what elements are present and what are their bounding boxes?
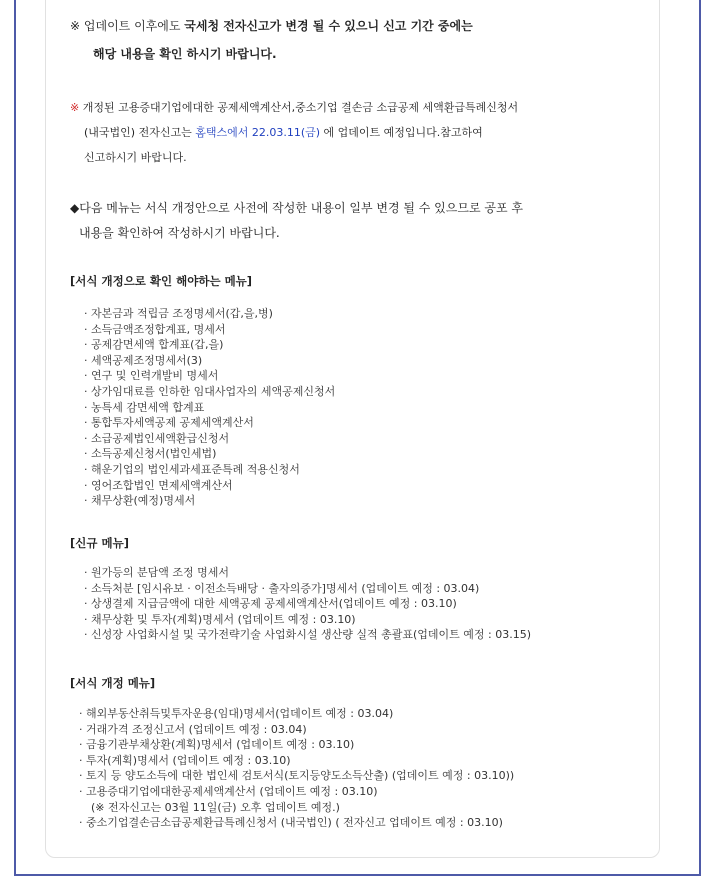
- section-confirm-title: [서식 개정으로 확인 해야하는 메뉴]: [70, 274, 253, 288]
- list-item: · 소득금액조정합계표, 명세서: [84, 322, 226, 336]
- notice-1-line-1: [70, 17, 473, 34]
- notice-2-line-1: [70, 99, 518, 115]
- notice-2-line-2: [84, 124, 483, 140]
- list-item: (※ 전자신고는 03월 11일(금) 오후 업데이트 예정.): [91, 800, 340, 814]
- notice-3-line-2: 내용을 확인하여 작성하시기 바랍니다.: [79, 226, 280, 240]
- list-item: · 영어조합법인 면제세액계산서: [84, 478, 233, 492]
- notice-2-text-1: 개정된 고용증대기업에대한 공제세액계산서,중소기업 결손금 소급공제 세액환급특례신청서: [82, 101, 519, 114]
- list-item: · 소득공제신청서(법인세법): [84, 447, 217, 461]
- list-item: · 채무상환 및 투자(계획)명세서 (업데이트 예정 : 03.10): [84, 612, 356, 626]
- notice-1-bold: 국세청 전자신고가 변경 될 수 있으니 신고 기간 중에는: [184, 19, 473, 33]
- notice-2-line-3: 신고하시기 바랍니다.: [84, 151, 187, 164]
- list-item: · 금융기관부채상환(계획)명세서 (업데이트 예정 : 03.10): [79, 738, 355, 752]
- notice-2-text-2-pre: (내국법인) 전자신고는: [84, 126, 196, 139]
- list-item: · 중소기업결손금소급공제환급특례신청서 (내국법인) ( 전자신고 업데이트 예정 : 03.10): [79, 816, 503, 830]
- list-item: · 연구 및 인력개발비 명세서: [84, 369, 219, 383]
- notice-1-lead: 업데이트 이후에도: [83, 19, 185, 33]
- list-item: · 소급공제법인세액환급신청서: [84, 431, 230, 445]
- list-item: · 자본금과 적립금 조정명세서(갑,을,병): [84, 307, 273, 320]
- section-revised-title: [서식 개정 메뉴]: [70, 676, 156, 690]
- list-item: · 소득처분 [임시유보 · 이전소득배당 · 출자의증가]명세서 (업데이트 예정 : 03.04): [84, 581, 480, 595]
- section-new-list: [84, 565, 531, 643]
- list-item: · 상생결제 지급금액에 대한 세액공제 공제세액계산서(업데이트 예정 : 03.10): [84, 597, 457, 611]
- section-new-title: [신규 메뉴]: [70, 536, 129, 550]
- section-revised-list: [79, 706, 514, 831]
- list-item: · 상가임대료를 인하한 임대사업자의 세액공제신청서: [84, 384, 336, 398]
- list-item: · 토지 등 양도소득에 대한 법인세 검토서식(토지등양도소득산출) (업데이트 예정 : 03.10)): [79, 769, 515, 783]
- list-item: · 공제감면세액 합계표(갑,을): [84, 338, 224, 352]
- hometax-date-link: 홈택스에서 22.03.11(금): [195, 126, 321, 139]
- list-item: · 해외부동산취득및투자운용(임대)명세서(업데이트 예정 : 03.04): [79, 707, 394, 720]
- section-confirm-list: [84, 306, 335, 509]
- list-item: · 채무상환(예정)명세서: [84, 494, 196, 508]
- list-item: · 원가등의 분담액 조정 명세서: [84, 566, 229, 579]
- list-item: · 통합투자세액공제 공제세액계산서: [84, 416, 254, 430]
- list-item: · 투자(계획)명세서 (업데이트 예정 : 03.10): [79, 753, 291, 767]
- list-item: · 신성장 사업화시설 및 국가전략기술 사업화시설 생산량 실적 총괄표(업데이트 예정 : 03.15): [84, 628, 532, 642]
- list-item: · 해운기업의 법인세과세표준특례 적용신청서: [84, 462, 300, 476]
- notice-1-line-2: 해당 내용을 확인 하시기 바랍니다.: [93, 47, 277, 61]
- notice-2-text-2-post: 에 업데이트 예정입니다.참고하여: [320, 126, 483, 139]
- notice-mark: ※: [70, 101, 80, 114]
- notice-mark: ※: [70, 19, 81, 33]
- list-item: · 고용증대기업에대한공제세액계산서 (업데이트 예정 : 03.10): [79, 784, 378, 798]
- list-item: · 거래가격 조정신고서 (업데이트 예정 : 03.04): [79, 722, 307, 736]
- list-item: · 농특세 감면세액 합계표: [84, 400, 205, 414]
- list-item: · 세액공제조정명세서(3): [84, 353, 203, 367]
- notice-3-line-1: ◆다음 메뉴는 서식 개정안으로 사전에 작성한 내용이 일부 변경 될 수 있으므로 공포 후: [70, 201, 523, 215]
